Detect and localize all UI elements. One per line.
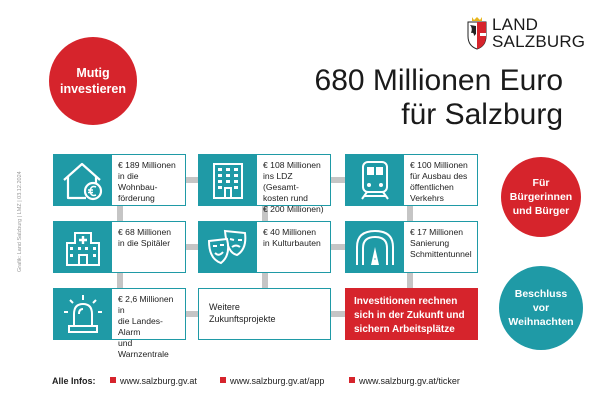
connector-h-row2-b [331, 244, 345, 250]
card-wohnbau [53, 154, 186, 206]
mutig-investieren-text: Mutig investieren [59, 66, 126, 96]
footer-label: Alle Infos: [52, 376, 96, 386]
connector-v-right-b [407, 273, 413, 289]
buergerinnen-badge [501, 157, 581, 237]
card-kultur [198, 221, 331, 273]
page-title [315, 64, 563, 132]
card-investitionen [345, 288, 478, 340]
logo-line-2: SALZBURG [492, 32, 586, 51]
connector-h-row3-a [186, 311, 198, 317]
connector-h-row1-a [186, 177, 198, 183]
land-salzburg-logo [466, 14, 596, 54]
card-zukunftsprojekte [198, 288, 331, 340]
graphic-credit: Grafik: Land Salzburg | LMZ | 03.12.2024 [17, 171, 23, 272]
office-building-icon [206, 158, 250, 202]
connector-h-row1-b [331, 177, 345, 183]
card-ldz-text: € 108 Millionen ins LDZ (Gesamt- kosten rund € 200 Millionen) [263, 160, 324, 214]
footer-link-app-text: www.salzburg.gv.at/app [230, 376, 325, 386]
salzburg-coat-of-arms-icon [466, 16, 488, 50]
card-tunnel [345, 221, 478, 273]
card-zukunftsprojekte-text: Weitere Zukunftsprojekte [209, 302, 276, 324]
red-square-bullet-icon [110, 377, 116, 383]
connector-v-left-a [117, 206, 123, 222]
alarm-siren-icon [60, 292, 106, 336]
card-tunnel-text: € 17 Millionen Sanierung Schmittentunnel [410, 227, 472, 259]
card-ldz [198, 154, 331, 214]
card-wohnbau-text: € 189 Millionen in die Wohnbau- förderung [118, 160, 176, 203]
train-icon [353, 158, 397, 202]
beschluss-badge [499, 266, 583, 350]
connector-h-row3-b [331, 311, 345, 317]
connector-v-right-a [407, 206, 413, 222]
theater-masks-icon [205, 225, 251, 269]
footer-link-app[interactable] [220, 375, 324, 387]
card-verkehr [345, 154, 478, 206]
logo-wordmark [492, 16, 585, 50]
connector-v-mid-b [262, 273, 268, 289]
title-line-1: 680 Millionen Euro [314, 64, 563, 97]
footer-link-website-text: www.salzburg.gv.at [120, 376, 197, 386]
card-spitaeler [53, 221, 186, 273]
red-square-bullet-icon [220, 377, 226, 383]
card-spitaeler-text: € 68 Millionen in die Spitäler [118, 227, 172, 248]
mutig-investieren-badge [49, 37, 137, 125]
logo-line-1: LAND [492, 15, 539, 34]
red-square-bullet-icon [349, 377, 355, 383]
footer-link-website[interactable] [110, 375, 197, 387]
card-kultur-text: € 40 Millionen in Kulturbauten [263, 227, 321, 248]
tunnel-icon [353, 225, 397, 269]
title-line-2: für Salzburg [401, 98, 563, 131]
connector-h-row2-a [186, 244, 198, 250]
card-alarm [53, 288, 186, 359]
footer-link-ticker-text: www.salzburg.gv.at/ticker [359, 376, 460, 386]
card-verkehr-text: € 100 Millionen für Ausbau des öffentlichen Verkehrs [410, 160, 468, 203]
house-euro-icon [60, 158, 106, 202]
beschluss-text: Beschluss vor Weihnachten [508, 288, 574, 328]
connector-v-left-b [117, 273, 123, 289]
footer-link-ticker[interactable] [349, 375, 460, 387]
card-alarm-text: € 2,6 Millionen in die Landes- Alarm und Warnzentrale [118, 294, 174, 359]
card-investitionen-text: Investitionen rechnen sich in der Zukunft und sichern Arbeitsplätze [354, 296, 465, 335]
buergerinnen-text: Für Bürgerinnen und Bürger [509, 177, 573, 217]
hospital-icon [61, 225, 105, 269]
